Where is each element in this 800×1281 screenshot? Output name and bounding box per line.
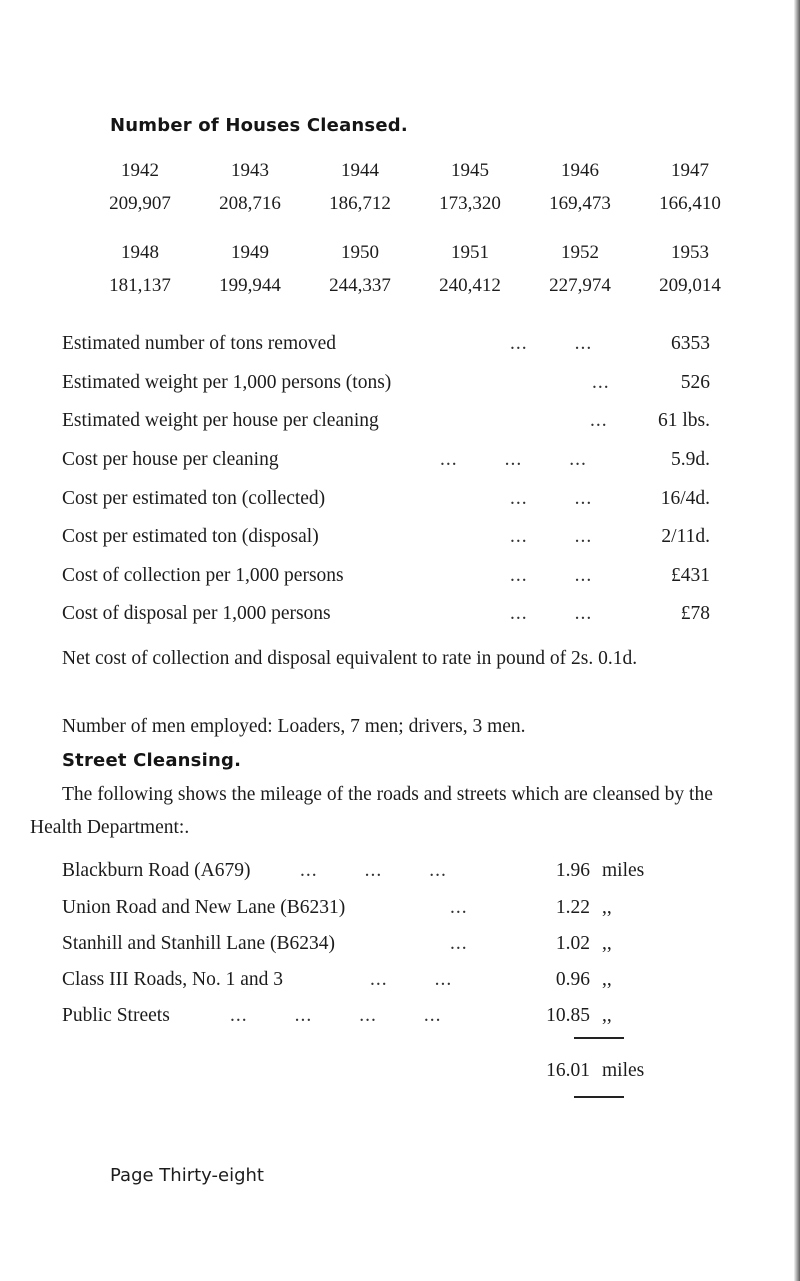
stat-label: Cost per house per cleaning <box>62 449 279 470</box>
year-cell: 1952 <box>561 242 599 263</box>
leader-dots: ... ... <box>510 526 593 547</box>
stat-row-disposal-per-1000 <box>62 603 710 633</box>
value-cell: 166,410 <box>659 193 721 214</box>
road-mileage: 10.85 <box>546 1005 590 1026</box>
leader-dots: ... ... ... ... <box>230 1005 442 1026</box>
total-rule-top <box>574 1037 624 1039</box>
page-footer: Page Thirty-eight <box>110 1165 264 1186</box>
stat-label: Cost per estimated ton (collected) <box>62 488 326 509</box>
year-cell: 1953 <box>671 242 709 263</box>
leader-dots: ... ... <box>370 969 453 990</box>
road-unit: ,, <box>602 933 612 954</box>
houses-cleansed-heading: Number of Houses Cleansed. <box>110 115 408 136</box>
leader-dots: ... ... ... <box>300 860 447 881</box>
stat-value: £78 <box>680 603 710 624</box>
stat-label: Cost of collection per 1,000 persons <box>62 565 344 586</box>
stat-label: Estimated number of tons removed <box>62 333 337 354</box>
value-cell: 208,716 <box>219 193 281 214</box>
leader-dots: ... <box>590 410 608 431</box>
stat-value: 16/4d. <box>660 488 710 509</box>
stat-value: 526 <box>680 372 710 393</box>
stat-value: 61 lbs. <box>657 410 710 431</box>
road-label: Stanhill and Stanhill Lane (B6234) <box>62 933 335 954</box>
leader-dots: ... ... <box>510 603 593 624</box>
stat-row-cost-disposal <box>62 526 710 556</box>
stat-row-weight-per-house <box>62 410 710 440</box>
road-mileage: 1.22 <box>555 897 590 918</box>
road-row-union <box>62 897 662 927</box>
value-cell: 244,337 <box>329 275 391 296</box>
stat-row-tons-removed <box>62 333 710 363</box>
road-label: Blackburn Road (A679) <box>62 860 251 881</box>
value-cell: 186,712 <box>329 193 391 214</box>
year-cell: 1944 <box>341 160 379 181</box>
year-cell: 1950 <box>341 242 379 263</box>
year-cell: 1948 <box>121 242 159 263</box>
total-rule-bottom <box>574 1096 624 1098</box>
year-cell: 1949 <box>231 242 269 263</box>
leader-dots: ... ... ... <box>440 449 587 470</box>
year-cell: 1947 <box>671 160 709 181</box>
values-row-1 <box>85 193 745 215</box>
street-cleansing-heading: Street Cleansing. <box>62 750 242 771</box>
stat-value: £431 <box>671 565 710 586</box>
road-mileage: 0.96 <box>555 969 590 990</box>
road-label: Class III Roads, No. 1 and 3 <box>62 969 283 990</box>
leader-dots: ... <box>450 933 468 954</box>
road-label: Union Road and New Lane (B6231) <box>62 897 346 918</box>
value-cell: 209,907 <box>109 193 171 214</box>
stat-row-cost-collected <box>62 488 710 518</box>
stat-row-cost-per-house <box>62 449 710 479</box>
road-row-stanhill <box>62 933 662 963</box>
page-edge-shadow <box>794 0 800 1281</box>
road-label: Public Streets <box>62 1005 170 1026</box>
stat-label: Cost per estimated ton (disposal) <box>62 526 319 547</box>
road-unit: ,, <box>602 1005 612 1026</box>
years-row-1 <box>85 160 745 182</box>
value-cell: 173,320 <box>439 193 501 214</box>
total-mileage: 16.01 <box>546 1060 590 1081</box>
year-cell: 1942 <box>121 160 159 181</box>
values-row-2 <box>85 275 745 297</box>
leader-dots: ... ... <box>510 488 593 509</box>
road-row-public-streets <box>62 1005 662 1035</box>
leader-dots: ... ... <box>510 565 593 586</box>
value-cell: 169,473 <box>549 193 611 214</box>
road-mileage: 1.96 <box>555 860 590 881</box>
road-row-blackburn <box>62 860 662 890</box>
value-cell: 209,014 <box>659 275 721 296</box>
stat-row-collection-per-1000 <box>62 565 710 595</box>
road-unit: ,, <box>602 969 612 990</box>
years-row-2 <box>85 242 745 264</box>
value-cell: 240,412 <box>439 275 501 296</box>
stat-value: 5.9d. <box>671 449 710 470</box>
value-cell: 181,137 <box>109 275 171 296</box>
stat-row-weight-per-1000 <box>62 372 710 402</box>
men-employed-paragraph: Number of men employed: Loaders, 7 men; drivers, 3 men. <box>62 716 526 737</box>
year-cell: 1951 <box>451 242 489 263</box>
road-unit: miles <box>602 860 645 881</box>
value-cell: 199,944 <box>219 275 281 296</box>
road-mileage: 1.02 <box>555 933 590 954</box>
stat-label: Cost of disposal per 1,000 persons <box>62 603 331 624</box>
stat-value: 2/11d. <box>661 526 710 547</box>
leader-dots: ... <box>592 372 610 393</box>
street-cleansing-intro: The following shows the mileage of the roads and streets which are cleansed by the Health Department:. <box>30 784 713 838</box>
net-cost-paragraph: Net cost of collection and disposal equivalent to rate in pound of 2s. 0.1d. <box>62 648 638 669</box>
stat-label: Estimated weight per house per cleaning <box>62 410 379 431</box>
leader-dots: ... ... <box>510 333 593 354</box>
road-row-class-iii <box>62 969 662 999</box>
value-cell: 227,974 <box>549 275 611 296</box>
year-cell: 1943 <box>231 160 269 181</box>
stat-value: 6353 <box>671 333 710 354</box>
leader-dots: ... <box>450 897 468 918</box>
year-cell: 1945 <box>451 160 489 181</box>
stat-label: Estimated weight per 1,000 persons (tons) <box>62 372 392 393</box>
total-unit: miles <box>602 1060 645 1081</box>
year-cell: 1946 <box>561 160 599 181</box>
road-unit: ,, <box>602 897 612 918</box>
